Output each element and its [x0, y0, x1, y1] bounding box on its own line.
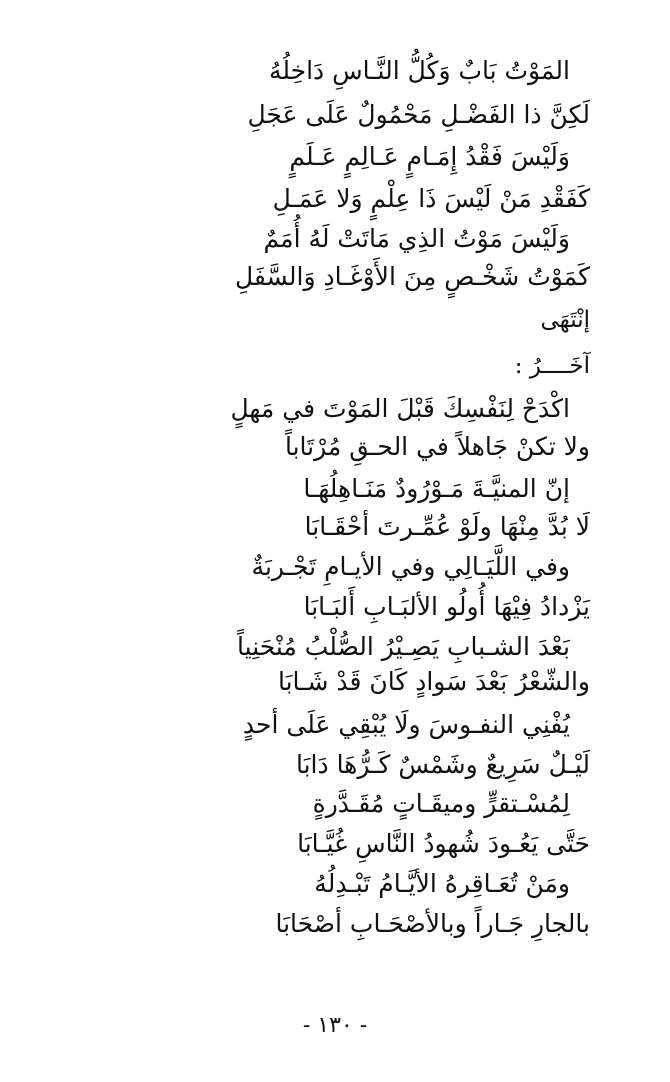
poem2-verse-2: ولا تكنْ جَاهلاً في الحـقِ مُرْتَاباً	[284, 432, 590, 461]
poem2-verse-14: بالجارِ جَـاراً وبالأصْحَـابِ أصْحَابَا	[275, 909, 590, 938]
poem1-verse-5: وَلَيْسَ مَوْتُ الذِي مَاتَتْ لَهُ أُمَمٌ	[263, 224, 570, 253]
poem2-verse-7: بَعْدَ الشـبابِ يَصِـيْرُ الصُّلْبُ مُنْحَنِياً	[237, 632, 570, 661]
poem1-verse-6: كَمَوْتُ شَخْـصٍ مِنَ الأَوْغَـادِ وَالسَّفَلِ	[235, 262, 590, 291]
poem2-verse-6: يَزْدادُ فِيْهَا أُولُو الألبَـابِ أَلبَـابَا	[303, 592, 590, 621]
poem2-verse-12: حَتَّى يَعُـودَ شُهودُ النَّاسِ غُيَّـابَا	[297, 829, 590, 858]
end-note: إنْتَهَى	[540, 307, 590, 333]
poem2-verse-9: يُفْنِي النفـوسَ ولَا يُبْقِي عَلَى أحدٍ	[242, 710, 570, 739]
poem2-verse-1: اكْدَحْ لِنَفْسِكَ قَبْلَ المَوْتَ في مَهلٍ	[230, 394, 570, 423]
poem2-verse-8: والشّعْرُ بَعْدَ سَوادٍ كَانَ قَدْ شَـابَا	[277, 667, 590, 696]
poem2-verse-5: وفي اللَّيَـالِي وفي الأيـامِ تَجْـربَةٌ	[251, 552, 570, 581]
poem2-verse-10: لَيْـلٌ سَرِيعٌ وشَمْسٌ كَـرُّهَا دَابَا	[295, 750, 590, 779]
poem1-verse-2: لَكِنَّ ذا الفَضْـلِ مَحْمُولٌ عَلَى عَجَلِ	[247, 100, 590, 129]
page-number: - ١٣٠ -	[302, 1013, 368, 1038]
section-heading: آخَــــرُ :	[514, 353, 590, 379]
poem2-verse-3: إنّ المنيَّـةَ مَـوْرُودٌ مَنَـاهِلُهَـا	[303, 474, 570, 503]
poem2-verse-4: لَا بُدَّ مِنْهَا ولَوْ عُمِّـرتَ أحْقَـابَا	[304, 512, 590, 541]
poem1-verse-1: المَوْتُ بَابٌ وَكُلُّ النَّـاسِ دَاخِلُهُ	[268, 56, 570, 85]
poem1-verse-4: كَفَقْدِ مَنْ لَيْسَ ذَا عِلْمٍ وَلا عَمَـلِ	[272, 184, 590, 213]
poem2-verse-11: لِمُسْـتقرٍّ وميقَـاتٍ مُقَـدَّرةٍ	[312, 789, 570, 818]
poem2-verse-13: ومَنْ تُعَـاقِرهُ الأيَّـامُ تَبْـدِلُهُ	[314, 869, 570, 898]
poem1-verse-3: وَلَيْسَ فَقْدُ إِمَـامٍ عَـالِمٍ عَـلَمٍ	[289, 142, 570, 171]
